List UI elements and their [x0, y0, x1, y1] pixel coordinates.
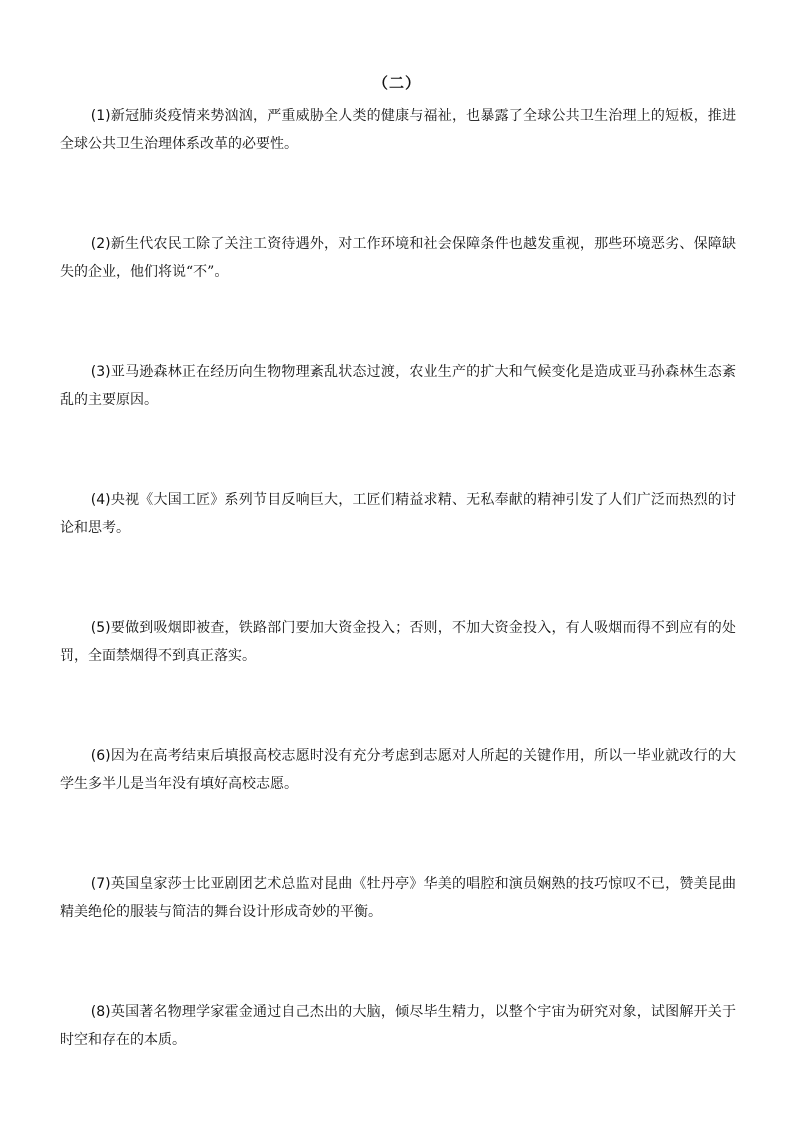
- item-text: 央视《大国工匠》系列节目反响巨大，工匠们精益求精、无私奉献的精神引发了人们广泛而热烈的讨论和思考。: [60, 492, 736, 536]
- item-number: (7): [90, 876, 111, 892]
- sentence-item-8: [60, 998, 736, 1054]
- sentence-item-7: [60, 870, 736, 926]
- item-text: 英国皇家莎士比亚剧团艺术总监对昆曲《牡丹亭》华美的唱腔和演员娴熟的技巧惊叹不已，赞美昆曲精美绝伦的服装与简洁的舞台设计形成奇妙的平衡。: [60, 876, 736, 920]
- item-text: 新冠肺炎疫情来势汹汹，严重威胁全人类的健康与福祉，也暴露了全球公共卫生治理上的短板，推进全球公共卫生治理体系改革的必要性。: [60, 108, 736, 152]
- item-text: 亚马逊森林正在经历向生物物理紊乱状态过渡，农业生产的扩大和气候变化是造成亚马孙森林生态紊乱的主要原因。: [60, 364, 736, 408]
- item-number: (1): [90, 108, 111, 124]
- sentence-item-1: [60, 102, 736, 158]
- sentence-item-6: [60, 742, 736, 798]
- item-number: (4): [90, 492, 111, 508]
- item-text: 因为在高考结束后填报高校志愿时没有充分考虑到志愿对人所起的关键作用，所以一毕业就改行的大学生多半儿是当年没有填好高校志愿。: [60, 748, 736, 792]
- sentence-item-3: [60, 358, 736, 414]
- item-number: (3): [90, 364, 111, 380]
- item-text: 英国著名物理学家霍金通过自己杰出的大脑，倾尽毕生精力，以整个宇宙为研究对象，试图解开关于时空和存在的本质。: [60, 1004, 736, 1048]
- section-title: （二）: [372, 74, 421, 92]
- sentence-item-4: [60, 486, 736, 542]
- sentence-item-2: [60, 230, 736, 286]
- sentence-item-5: [60, 614, 736, 670]
- item-number: (5): [90, 620, 111, 636]
- item-number: (2): [90, 236, 111, 252]
- item-text: 要做到吸烟即被查，铁路部门要加大资金投入；否则，不加大资金投入，有人吸烟而得不到应有的处罚，全面禁烟得不到真正落实。: [60, 620, 736, 664]
- item-number: (8): [90, 1004, 111, 1020]
- item-text: 新生代农民工除了关注工资待遇外，对工作环境和社会保障条件也越发重视，那些环境恶劣、保障缺失的企业，他们将说“不”。: [60, 236, 736, 280]
- item-number: (6): [90, 748, 111, 764]
